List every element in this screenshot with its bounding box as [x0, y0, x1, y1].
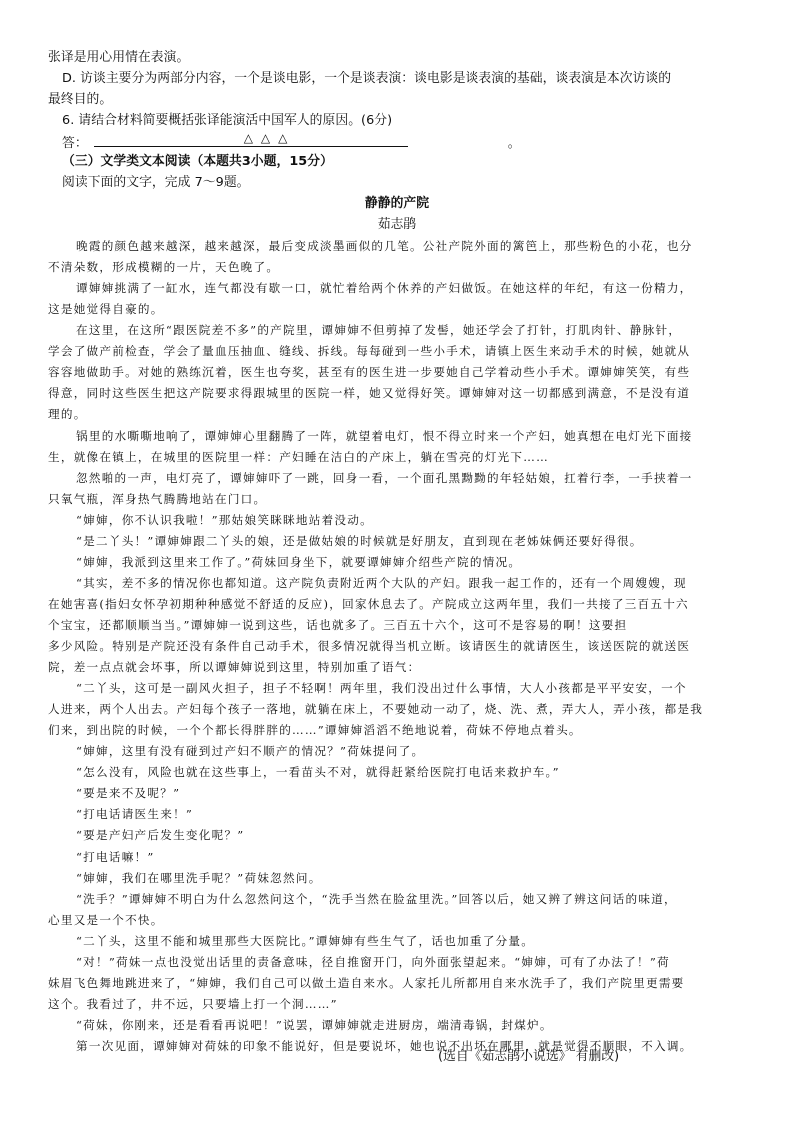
story-line: “婶婶，你不认识我啦！”那姑娘笑眯眯地站着没动。 — [76, 512, 373, 527]
answer-blank — [94, 132, 408, 147]
story-line: “要是来不及呢？” — [76, 786, 181, 801]
story-line: “打电话请医生来！” — [76, 807, 194, 822]
story-line: “荷妹，你刚来，还是看看再说吧！”说罢，谭婶婶就走进厨房，端清毒锅，封煤炉。 — [76, 1017, 553, 1032]
story-line: “婶婶，我派到这里来工作了。”荷妹回身坐下，就要谭婶婶介绍些产院的情况。 — [76, 554, 522, 569]
story-line: 理的。 — [48, 407, 87, 422]
story-line: 谭婶婶挑满了一缸水，连气都没有歇一口，就忙着给两个休养的产妇做饭。在她这样的年纪，有这一份精力， — [76, 281, 693, 296]
story-line: 得意，同时这些医生把这产院要求得跟城里的医院一样，她又觉得好笑。谭婶婶对这一切都感到满意，不是没有道 — [48, 386, 691, 401]
story-line: 这个。我看过了，井不远，只要墙上打一个洞……” — [48, 996, 338, 1011]
option-d-line2: 最终目的。 — [48, 92, 113, 107]
story-line: 人进来，两个人出去。产妇每个孩子一落地，就躺在床上，不要她动一动了，烧、洗、煮，弄大人，弄小孩，都是我 — [48, 702, 704, 717]
story-line: 心里又是一个不快。 — [48, 912, 164, 927]
story-title: 静静的产院 — [364, 196, 430, 211]
option-d-line1: D. 访谈主要分为两部分内容，一个是谈电影，一个是谈表演：谈电影是谈表演的基础，谈表演是本次访谈的 — [62, 71, 672, 86]
source-note: (选自《茹志鹃小说选》 有删改) — [438, 1049, 620, 1064]
instruction-line: 阅读下面的文字，完成 7～9题。 — [62, 175, 250, 190]
story-line: 晚霞的颜色越来越深，越来越深，最后变成淡墨画似的几笔。公社产院外面的篱笆上，那些粉色的小花，也分 — [76, 239, 693, 253]
story-line: 学会了做产前检查，学会了量血压抽血、缝线、拆线。每每碰到一些小手术，请镇上医生来动手术的时候，她就从 — [48, 344, 691, 359]
story-line: “是二丫头！”谭婶婶跟二丫头的娘，还是做姑娘的时候就是好朋友，直到现在老姊妹俩还要好得很。 — [76, 533, 643, 548]
story-line: “婶婶，我们在哪里洗手呢？”荷妹忽然问。 — [76, 870, 322, 885]
section-heading: （三）文学类文本阅读（本题共3小题，15分） — [62, 154, 333, 169]
story-line: 容容地做助手。对她的熟练沉着，医生也夸奖，甚至有的医生进一步要她自己学着动些小手术。谭婶婶笑笑，有些 — [48, 365, 691, 380]
answer-line — [62, 132, 760, 154]
story-line: 在她害喜(指妇女怀孕初期种种感觉不舒适的反应)，回家休息去了。产院成立这两年里，我们一共接了三百五十六 — [48, 596, 689, 611]
story-line: 们来，到出院的时候，一个个都长得胖胖的……”谭婶婶滔滔不绝地说着，荷妹不停地点着头。 — [48, 723, 582, 738]
text-line-continuation: 张译是用心用情在表演。 — [48, 50, 190, 65]
story-line: “洗手？”谭婶婶不明白为什么忽然问这个，“洗手当然在脸盆里洗。”回答以后，她又辨了辨这问话的味道， — [76, 891, 677, 906]
answer-marks: △△△ — [243, 131, 296, 145]
story-line: “其实，差不多的情况你也都知道。这产院负责附近两个大队的产妇。跟我一起工作的，还有一个周嫂嫂，现 — [76, 575, 687, 590]
story-line: 多少风险。特别是产院还没有条件自己动手术，很多情况就得当机立断。该请医生的就请医生，该送医院的就送医 — [48, 639, 691, 653]
story-line: “对！”荷妹一点也没觉出话里的责备意味，径自推窗开门，向外面张望起来。“婶婶，可有了办法了！”荷 — [76, 954, 670, 969]
story-line: 忽然啪的一声，电灯亮了，谭婶婶吓了一跳，回身一看，一个面孔黑黝黝的年轻姑娘，扛着行李，一手挟着一 — [76, 470, 693, 485]
story-line: 个宝宝，还都顺顺当当。”谭婶婶一说到这些，话也就多了。三百五十六个，这可不是容易的啊！这要担 — [48, 617, 628, 632]
story-line: 这是她觉得自豪的。 — [48, 302, 164, 317]
story-line: “要是产妇产后发生变化呢？” — [76, 828, 245, 843]
question-6: 6. 请结合材料简要概括张译能演活中国军人的原因。(6分) — [62, 113, 393, 128]
story-line: 只氧气瓶，浑身热气腾腾地站在门口。 — [48, 491, 267, 506]
story-line: 在这里，在这所“跟医院差不多”的产院里，谭婶婶不但剪掉了发髻，她还学会了打针，打肌肉针、静脉针， — [76, 323, 682, 338]
story-line: “二丫头，这可是一副风火担子，担子不轻啊！两年里，我们没出过什么事情，大人小孩都是平平安安，一个 — [76, 681, 687, 695]
answer-end: 。 — [507, 136, 521, 151]
story-line: “婶婶，这里有没有碰到过产妇不顺产的情况？”荷妹提问了。 — [76, 744, 425, 759]
story-line: “打电话嘛！” — [76, 849, 155, 864]
story-author: 茹志鹃 — [377, 217, 417, 232]
story-line: “二丫头，这里不能和城里那些大医院比。”谭婶婶有些生气了，话也加重了分量。 — [76, 933, 535, 948]
answer-label: 答： — [62, 136, 88, 151]
story-line: 妹眉飞色舞地跳进来了，“婶婶，我们自己可以做土造自来水。人家托儿所都用自来水洗手了，我们产院里更需要 — [48, 975, 685, 990]
story-line: 院，差一点点就会坏事，所以谭婶婶说到这里，特别加重了语气： — [48, 660, 421, 674]
story-line: 第一次见面，谭婶婶对荷妹的印象不能说好，但是要说坏，她也说不出坏在哪里，就是觉得不顺眼，不入调。 — [76, 1038, 693, 1053]
story-line: 锅里的水嘶嘶地响了，谭婶婶心里翻腾了一阵，就望着电灯，恨不得立时来一个产妇，她真想在电灯光下面接 — [76, 428, 693, 443]
story-line: “怎么没有，风险也就在这些事上，一看苗头不对，就得赶紧给医院打电话来救护车。” — [76, 765, 560, 780]
story-line: 不清朵数，形成模糊的一片，天色晚了。 — [48, 260, 280, 275]
story-line: 生，就像在镇上，在城里的医院里一样：产妇睡在洁白的产床上，躺在雪亮的灯光下…… — [48, 449, 549, 464]
